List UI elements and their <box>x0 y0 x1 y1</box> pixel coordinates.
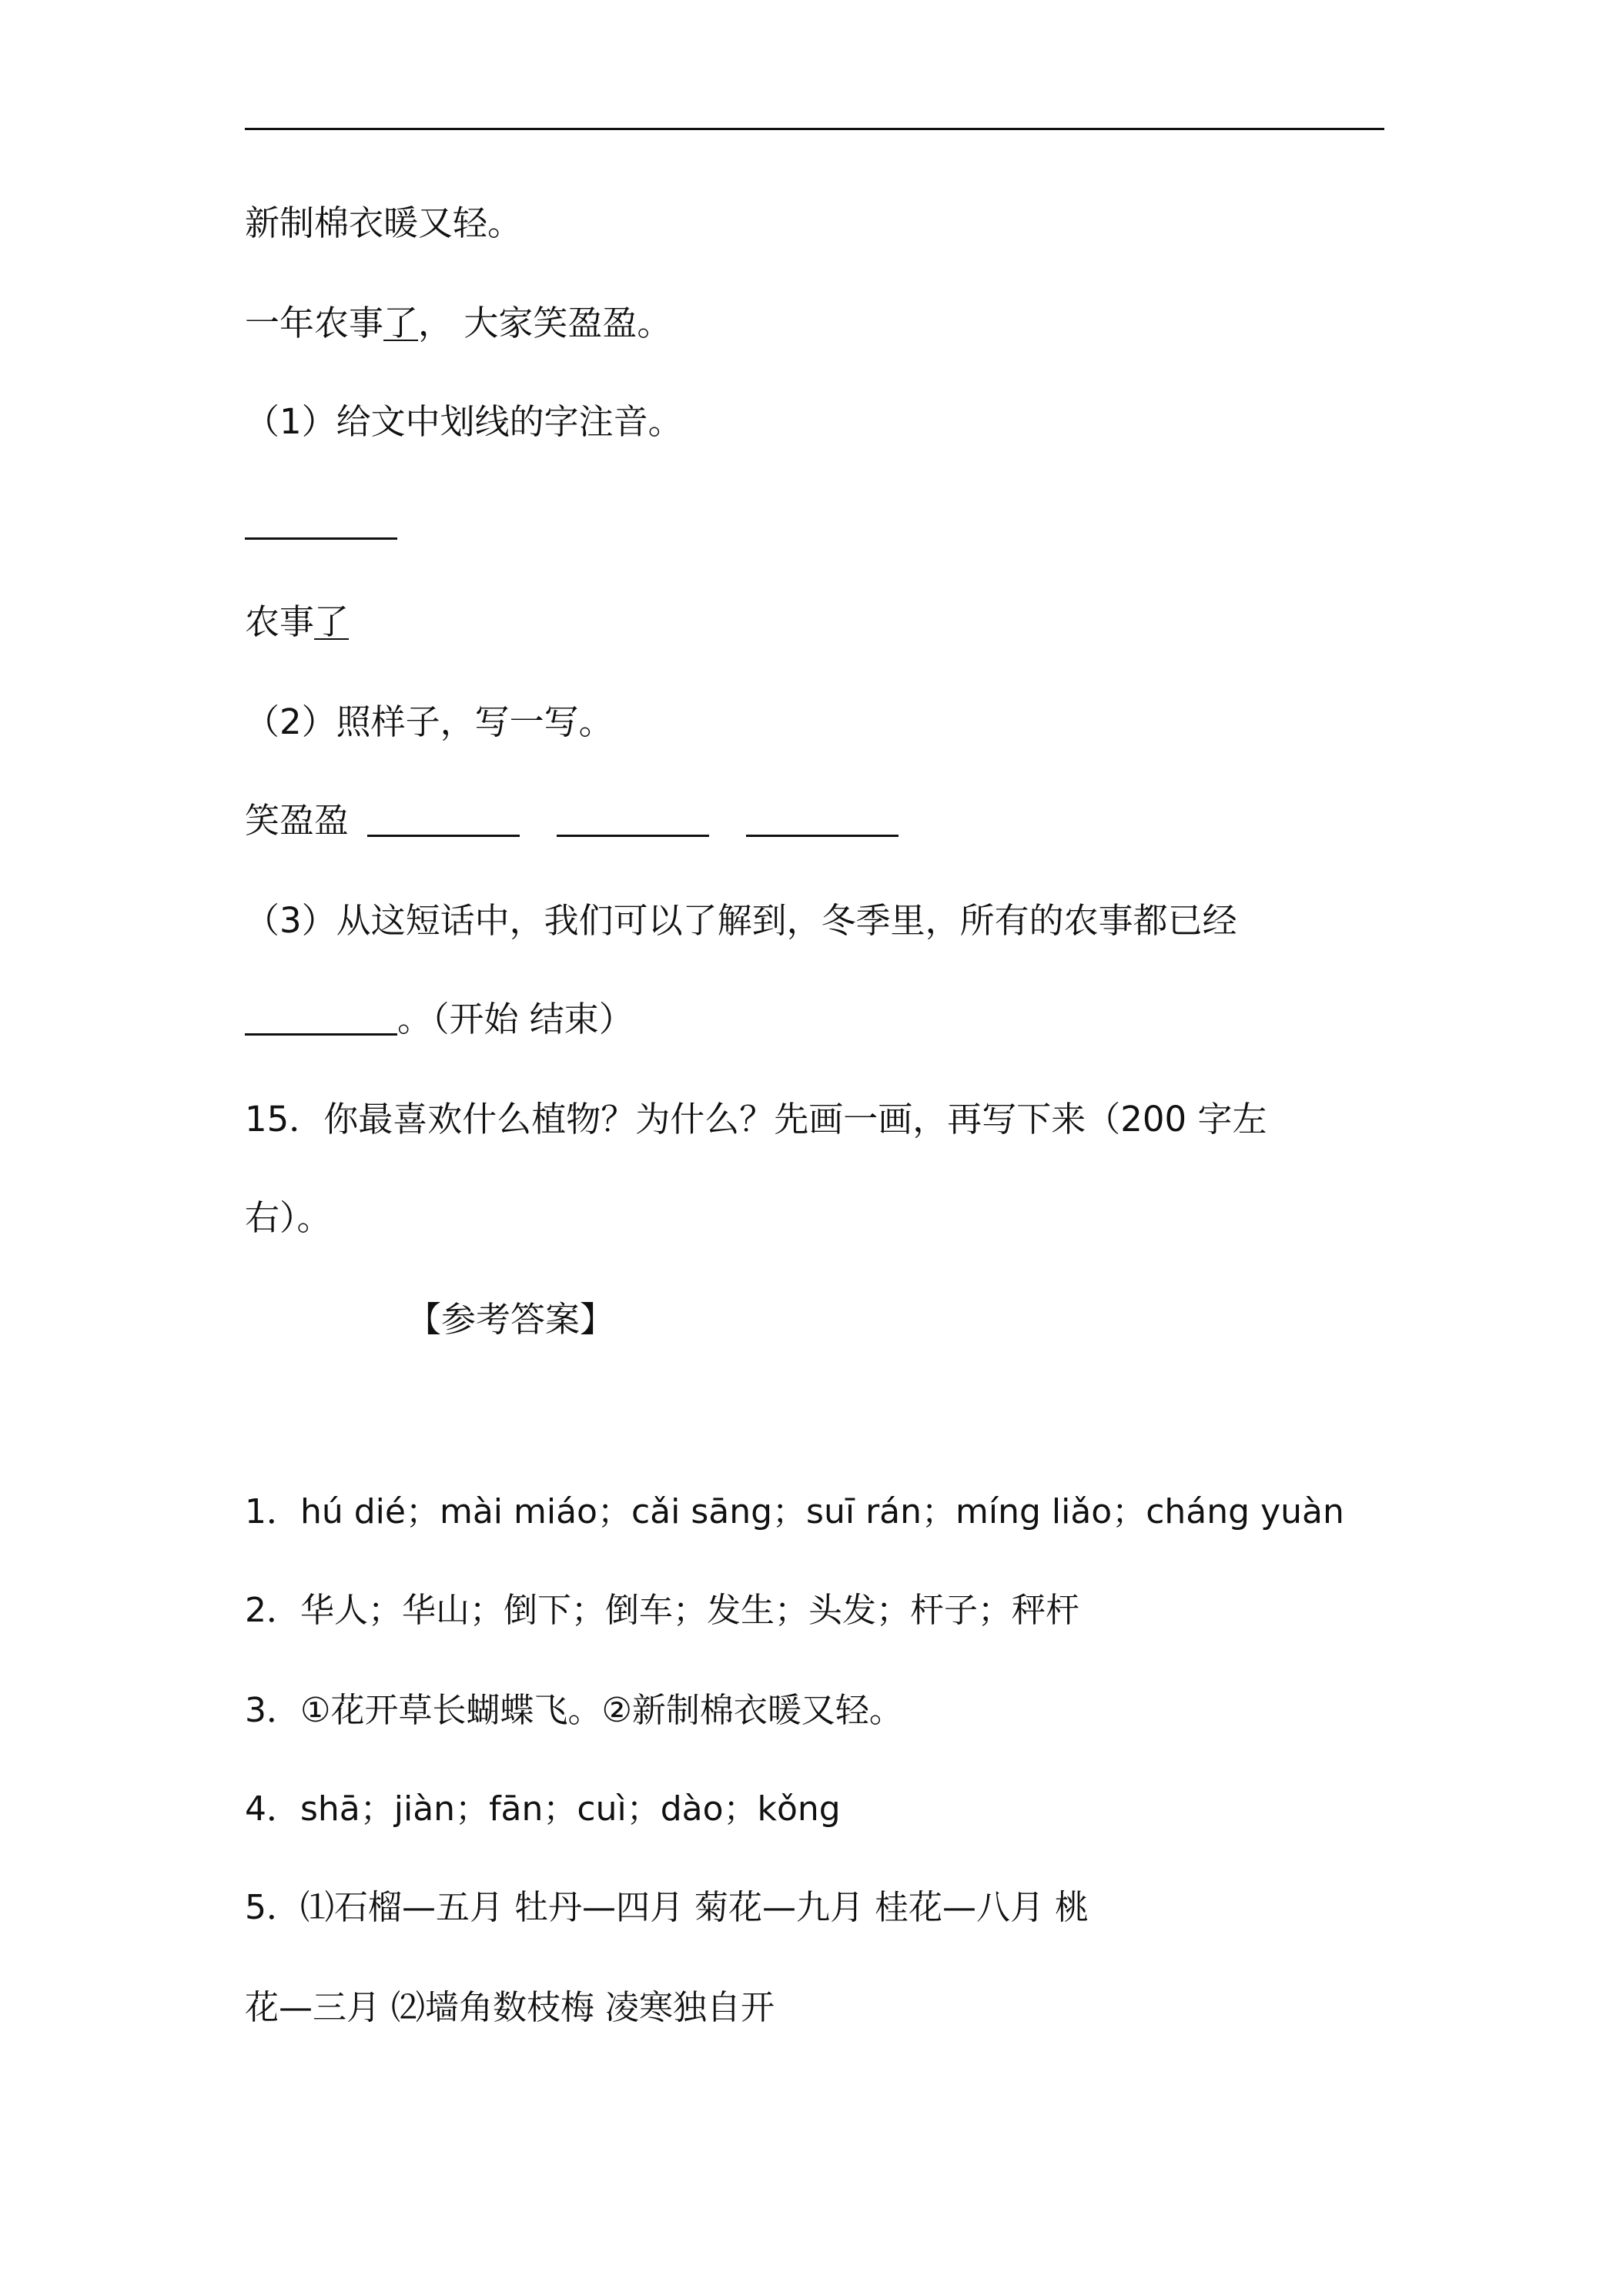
question-3-prompt: （3）从这短话中，我们可以了解到，冬季里，所有的农事都已经 <box>245 900 1237 941</box>
answer-2: 2．华人；华山；倒下；倒车；发生；头发；杆子；秤杆 <box>245 1591 1079 1630</box>
question-15-line-2: 右）。 <box>245 1197 332 1238</box>
question-3-options: 。（开始 结束） <box>397 999 634 1039</box>
question-1-word-start: 农事 <box>245 601 315 642</box>
underlined-char: 了 <box>383 303 419 343</box>
poem-line-1: 新制棉衣暖又轻。 <box>245 202 523 243</box>
question-2-example-row <box>245 798 899 844</box>
header-rule <box>245 128 1384 130</box>
answer-5-line-1: 5．⑴石榴—五月 牡丹—四月 菊花—九月 桂花—八月 桃 <box>245 1888 1089 1927</box>
poem-line-2-end: ， 大家笑盈盈。 <box>418 303 672 343</box>
question-2-prompt: （2）照样子，写一写。 <box>245 701 614 742</box>
question-1-prompt: （1）给文中划线的字注音。 <box>245 401 683 442</box>
question-1-underlined-char: 了 <box>314 601 350 642</box>
answer-1: 1．hú dié；mài miáo；cǎi sāng；suī rán；míng liǎo；cháng yuàn <box>245 1492 1344 1531</box>
answer-blank-2[interactable] <box>557 801 709 837</box>
answer-blank-3[interactable] <box>746 801 899 837</box>
answer-5-line-2: 花—三月 ⑵墙角数枝梅 凌寒独自开 <box>245 1988 775 2027</box>
poem-line-2 <box>245 300 671 346</box>
poem-line-2-start: 一年农事 <box>245 303 384 343</box>
answer-4: 4．shā；jiàn；fān；cuì；dào；kǒng <box>245 1789 841 1829</box>
question-2-example: 笑盈盈 <box>245 800 350 841</box>
answer-3: 3．①花开草长蝴蝶飞。②新制棉衣暖又轻。 <box>245 1691 903 1730</box>
answer-blank-1[interactable] <box>367 801 520 837</box>
answers-heading: 【参考答案】 <box>407 1299 615 1340</box>
question-3-answer-row <box>245 996 634 1043</box>
pinyin-answer-blank[interactable] <box>245 537 397 540</box>
question-15-line-1: 15．你最喜欢什么植物？为什么？先画一画，再写下来（200 字左 <box>245 1099 1267 1140</box>
answer-blank-4[interactable] <box>245 999 397 1036</box>
question-1-word <box>245 599 349 645</box>
